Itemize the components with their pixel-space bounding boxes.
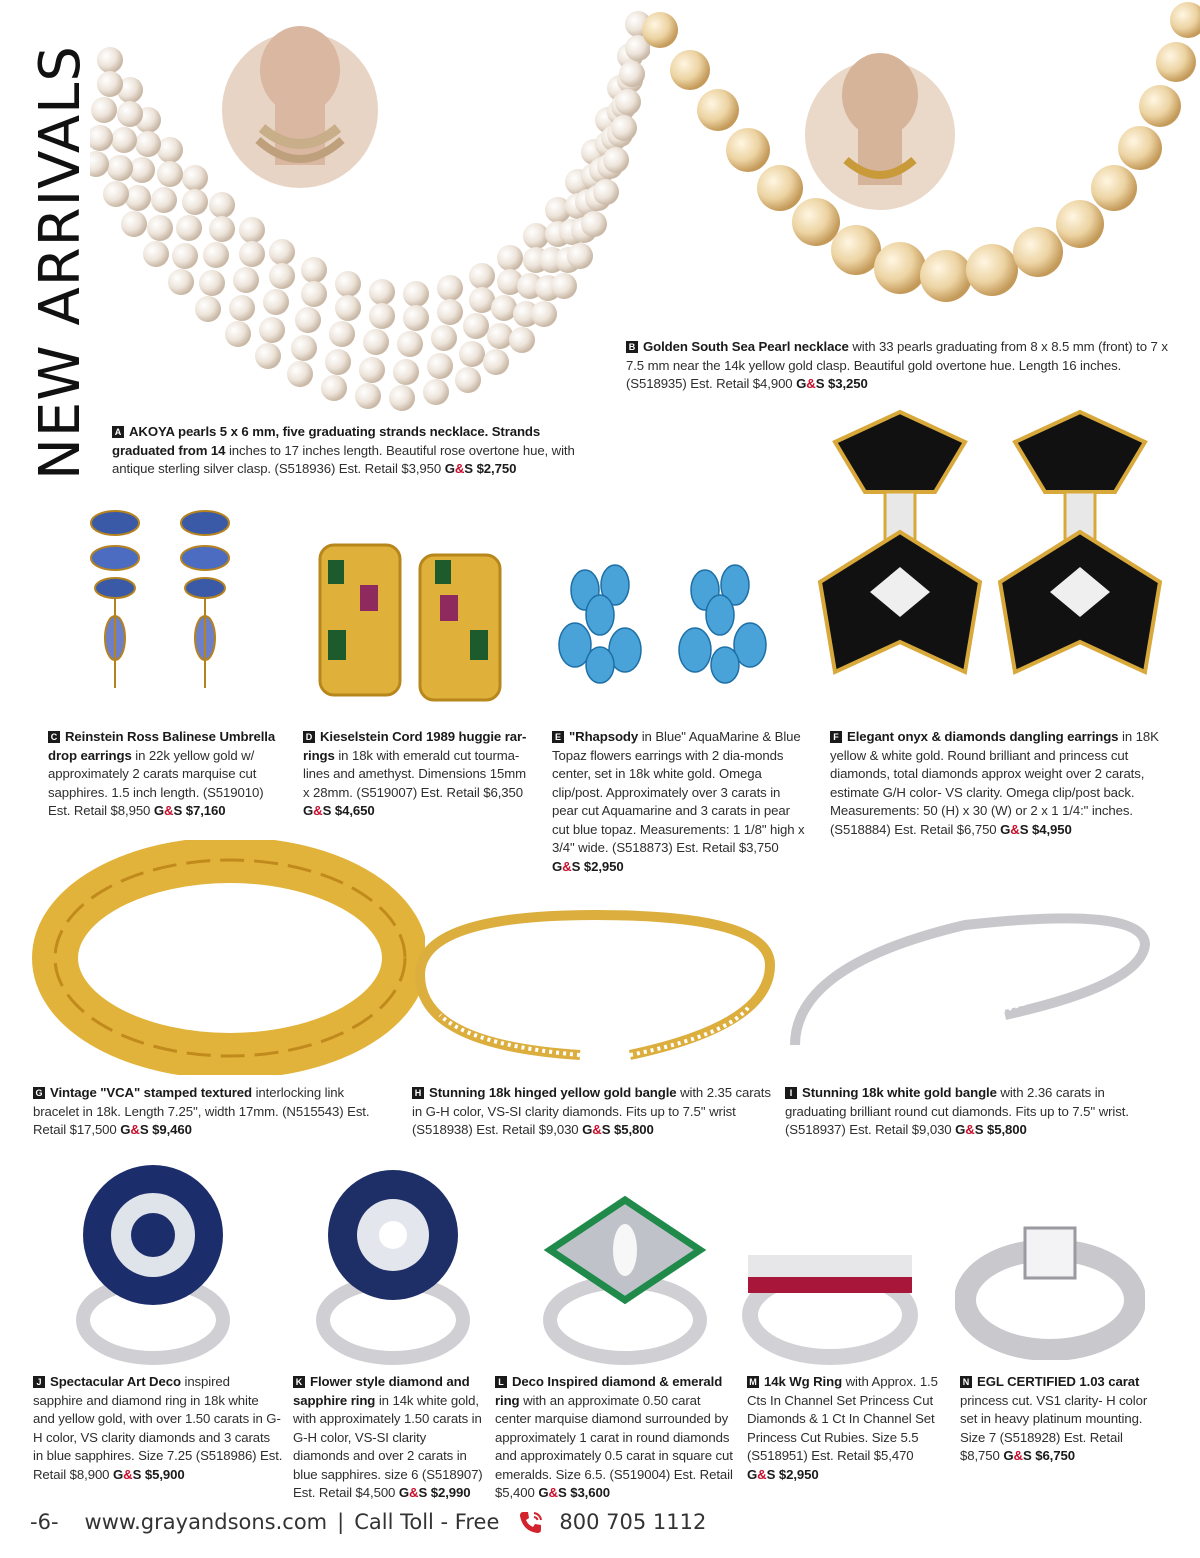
item-letter: J	[33, 1376, 45, 1388]
item-name: Golden South Sea Pearl necklace	[643, 339, 849, 354]
item-price: $2,750	[476, 461, 517, 476]
yellow-gold-bangle-photo	[410, 905, 780, 1070]
page-footer	[30, 1507, 730, 1537]
onyx-earrings-photo	[815, 402, 1170, 700]
item-price: $7,160	[185, 803, 226, 818]
item-price: $6,750	[1035, 1448, 1075, 1463]
gs-brand: G&S	[303, 803, 332, 818]
item-h-caption	[412, 1084, 782, 1140]
gs-brand: G&S	[538, 1485, 567, 1500]
item-name: AKOYA pearls 5 x 6 mm, five graduating strands necklace. Strands graduated from 14	[112, 424, 541, 458]
item-description: in 18K yellow & white gold. Round brilliant and princess cut diamonds, total diamonds approx weight over 2 carats, estimate G/H color- VS clarity. Omega clip/post back. Measurements: 50 (H) x 30 (W) or 2 x 1 1/4:" inches. (S518884) Est. Retail $6,750	[830, 729, 1159, 837]
item-c-caption	[48, 728, 283, 821]
platinum-solitaire-ring-photo	[955, 1210, 1145, 1360]
item-description: with an approximate 0.50 carat center marquise diamond surrounded by approximately 1 carat in round diamonds and approximately 0.5 carat in square cut emeralds. Size 6.5. (S519004) Est. Retail $5,400	[495, 1392, 733, 1500]
item-letter: M	[747, 1376, 759, 1388]
item-i-caption	[785, 1084, 1145, 1140]
item-letter: I	[785, 1087, 797, 1099]
item-d-caption	[303, 728, 533, 821]
item-description: with 33 pearls graduating from 8 x 8.5 mm (front) to 7 x 7.5 mm near the 14k yellow gold clasp. Beautiful gold overtone hue. Length 16 inches. (S518935) Est. Retail $4,900	[626, 339, 1168, 391]
item-description: in 22k yellow gold w/ approximately 2 carats marquise cut sapphires. 1.5 inch length. (S519010) Est. Retail $8,950	[48, 747, 264, 818]
item-price: $3,600	[570, 1485, 610, 1500]
item-a-caption	[112, 423, 587, 479]
item-letter: C	[48, 731, 60, 743]
item-name: Stunning 18k hinged yellow gold bangle	[429, 1085, 677, 1100]
item-j-caption	[33, 1373, 283, 1484]
item-price: $9,460	[152, 1122, 192, 1137]
gs-brand: G&S	[1003, 1448, 1032, 1463]
item-description: with 2.36 carats in graduating brilliant round cut diamonds. Fits up to 7.5'' wrist. (S518937) Est. Retail $9,030	[785, 1085, 1129, 1137]
gs-brand: G&S	[955, 1122, 984, 1137]
vca-bracelet-photo	[30, 840, 425, 1075]
item-letter: A	[112, 426, 124, 438]
gs-brand: G&S	[113, 1466, 142, 1482]
item-price: $2,950	[778, 1466, 819, 1482]
call-label: Call Toll - Free	[354, 1510, 500, 1534]
item-m-caption	[747, 1373, 942, 1484]
item-name: Kieselstein Cord 1989 huggie rar-rings	[303, 729, 527, 763]
white-gold-bangle-photo	[785, 905, 1160, 1070]
item-price: $2,950	[583, 858, 624, 874]
item-l-caption	[495, 1373, 735, 1503]
deco-emerald-ring-photo	[520, 1180, 730, 1365]
item-price: $4,950	[1032, 821, 1072, 837]
item-description: princess cut. VS1 clarity- H color set in heavy platinum mounting. Size 7 (S518928) Est. Retail $8,750	[960, 1392, 1148, 1463]
item-description: with 2.35 carats in G-H color, VS-SI clarity diamonds. Fits up to 7.5'' wrist (S518938) Est. Retail $9,030	[412, 1085, 771, 1137]
item-description: inspired sapphire and diamond ring in 18k white and yellow gold, with over 1.50 carats in G-H color, VS clarity diamonds and 3 carats in blue sapphires. Size 7.25 (S518986) Est. Retail $8,900	[33, 1374, 283, 1482]
item-description: inches to 17 inches length. Beautiful rose overtone hue, with antique sterling silver clasp. (S518936) Est. Retail $3,950	[112, 442, 575, 476]
item-letter: H	[412, 1087, 424, 1099]
item-b-caption	[626, 338, 1171, 394]
item-price: $2,990	[430, 1485, 471, 1500]
item-description: interlocking link bracelet in 18k. Length 7.25'', width 17mm. (N515543) Est. Retail $17,500	[33, 1085, 370, 1137]
gs-brand: G&S	[582, 1122, 611, 1137]
section-title: NEW ARRIVALS	[28, 45, 93, 480]
item-price: $4,650	[334, 803, 375, 818]
item-name: Reinstein Ross Balinese Umbrella drop earrings	[48, 729, 276, 763]
item-letter: D	[303, 731, 315, 743]
item-description: with Approx. 1.5 Cts In Channel Set Princess Cut Diamonds & 1 Ct In Channel Set Princess Cut Rubies. Size 5.5 (S518951) Est. Retail $5,470	[747, 1374, 938, 1463]
item-letter: E	[552, 731, 564, 743]
item-letter: K	[293, 1376, 305, 1388]
huggie-earrings-photo	[310, 535, 510, 705]
item-letter: N	[960, 1376, 972, 1388]
flower-sapphire-ring-photo	[295, 1160, 490, 1365]
ruby-channel-ring-photo	[740, 1215, 920, 1365]
item-price: $5,800	[614, 1122, 654, 1137]
gs-brand: G&S	[1000, 821, 1029, 837]
page-number: -6-	[30, 1510, 59, 1534]
gs-brand: G&S	[120, 1122, 149, 1137]
item-e-caption	[552, 728, 807, 876]
item-f-caption	[830, 728, 1175, 839]
footer-separator: |	[337, 1510, 345, 1534]
item-letter: B	[626, 341, 638, 353]
website-link[interactable]: www.grayandsons.com	[84, 1510, 328, 1534]
item-price: $5,800	[987, 1122, 1027, 1137]
item-name: Elegant onyx & diamonds dangling earrings	[847, 729, 1119, 744]
gs-brand: G&S	[153, 803, 183, 818]
gs-brand: G&S	[747, 1466, 776, 1482]
phone-number[interactable]: 800 705 1112	[559, 1510, 707, 1534]
item-k-caption	[293, 1373, 483, 1503]
gs-brand: G&S	[444, 461, 473, 476]
item-name: Flower style diamond and sapphire ring	[293, 1374, 470, 1408]
gs-brand: G&S	[398, 1485, 428, 1500]
item-letter: G	[33, 1087, 45, 1099]
item-n-caption	[960, 1373, 1160, 1466]
item-name: EGL CERTIFIED 1.03 carat	[977, 1374, 1140, 1389]
golden-pearl-necklace-photo	[640, 0, 1200, 335]
item-g-caption	[33, 1084, 378, 1140]
gs-brand: G&S	[796, 376, 825, 391]
rhapsody-earrings-photo	[550, 560, 790, 685]
item-name: Stunning 18k white gold bangle	[802, 1085, 997, 1100]
balinese-earrings-photo	[70, 488, 250, 708]
item-name: Spectacular Art Deco	[50, 1374, 181, 1389]
item-name: "Rhapsody	[569, 729, 639, 744]
phone-icon	[517, 1508, 545, 1536]
item-name: Vintage "VCA" stamped textured	[50, 1085, 252, 1100]
item-price: $3,250	[828, 376, 868, 391]
item-price: $5,900	[144, 1466, 185, 1482]
item-name: Deco Inspired diamond & emerald ring	[495, 1374, 723, 1408]
item-letter: L	[495, 1376, 507, 1388]
item-description: in 18k with emerald cut tourma-lines and amethyst. Dimensions 15mm x 28mm. (S519007) Est. Retail $6,350	[303, 747, 526, 800]
item-letter: F	[830, 731, 842, 743]
item-name: 14k Wg Ring	[764, 1374, 843, 1389]
item-description: in Blue" AquaMarine & Blue Topaz flowers earrings with 2 dia-monds center, set in 18k white gold. Omega clip/post. Approximately over 3 carats in pear cut Aquamarine and 3 carats in pear cut blue topaz. Measurements: 1 1/8" high x 3/4" wide. (S518873) Est. Retail $3,750	[552, 729, 805, 855]
gs-brand: G&S	[552, 858, 581, 874]
akoya-pearl-necklace-photo	[90, 0, 650, 420]
item-description: in 14k white gold, with approximately 1.50 carats in G-H color, VS-SI clarity diamonds and over 2 carats in blue sapphires. size 6 (S518907) Est. Retail $4,500	[293, 1392, 483, 1500]
sapphire-cluster-ring-photo	[35, 1160, 270, 1365]
